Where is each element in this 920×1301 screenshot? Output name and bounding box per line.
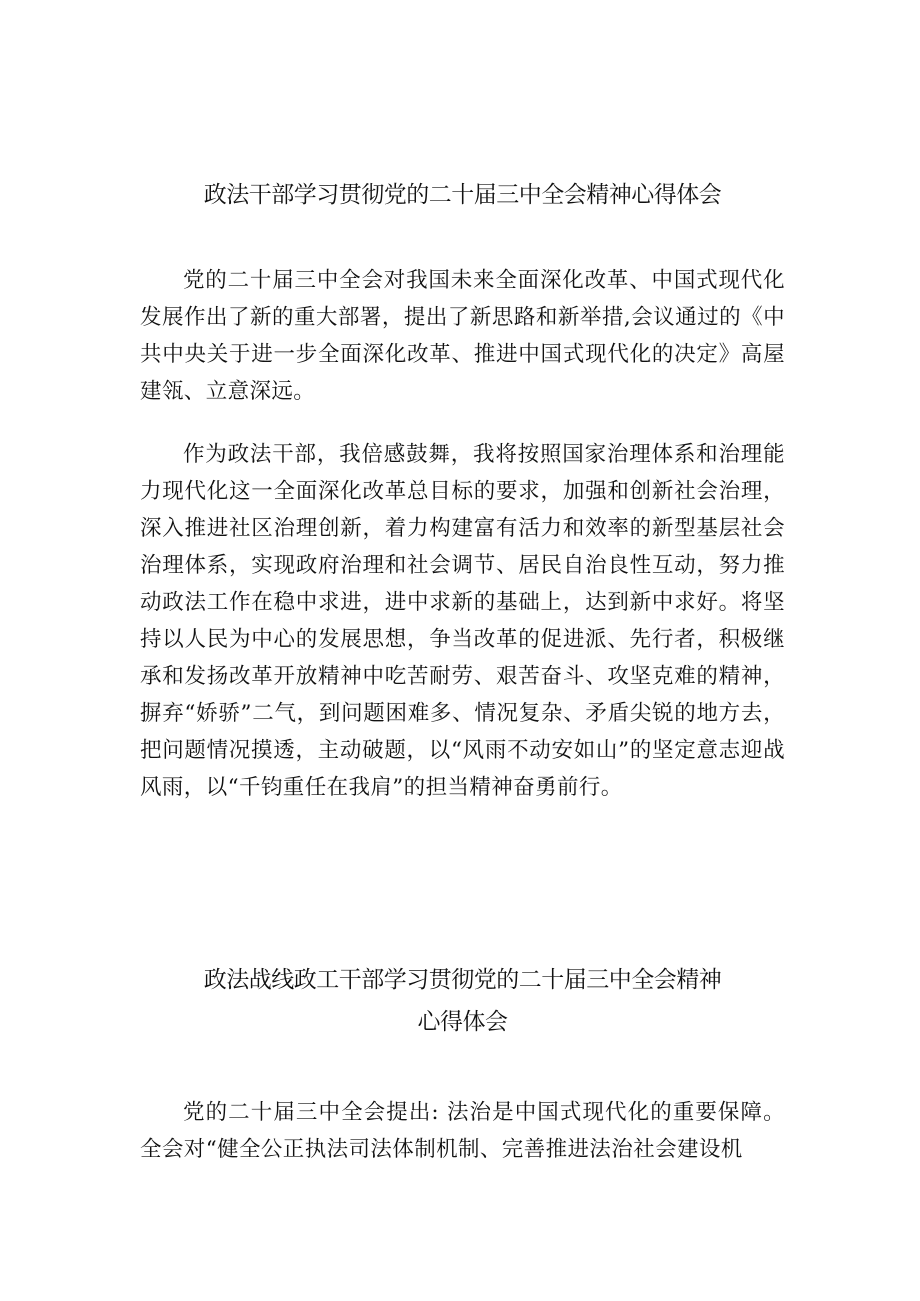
article-1-paragraph-1: 党的二十届三中全会对我国未来全面深化改革、中国式现代化发展作出了新的重大部署，提出了新思路和新举措,会议通过的《中共中央关于进一步全面深化改革、推进中国式现代化的决定》高屋建瓴、立意深远。 [140, 268, 785, 404]
article-1-title: 政法干部学习贯彻党的二十届三中全会精神心得体会 [203, 182, 722, 208]
article-2-title-line-1: 政法战线政工干部学习贯彻党的二十届三中全会精神 [203, 967, 722, 993]
article-1-paragraph-2: 作为政法干部，我倍感鼓舞，我将按照国家治理体系和治理能力现代化这一全面深化改革总目标的要求，加强和创新社会治理，深入推进社区治理创新，着力构建富有活力和效率的新型基层社会治理体系，实现政府治理和社会调节、居民自治良性互动，努力推动政法工作在稳中求进，进中求新的基础上，达到新中求好。将坚持以人民为中心的发展思想，争当改革的促进派、先行者，积极继承和发扬改革开放精神中吃苦耐劳、艰苦奋斗、攻坚克难的精神，摒弃“娇骄”二气，到问题困难多、情况复杂、矛盾尖锐的地方去，把问题情况摸透，主动破题，以“风雨不动安如山”的坚定意志迎战风雨，以“千钧重任在我肩”的担当精神奋勇前行。 [140, 442, 785, 800]
article-2-paragraph-1: 党的二十届三中全会提出: 法治是中国式现代化的重要保障。全会对“健全公正执法司法体制机制、完善推进法治社会建设机 [140, 1100, 785, 1162]
article-2-title [140, 959, 785, 1043]
article-2-title-line-2: 心得体会 [417, 1009, 508, 1035]
